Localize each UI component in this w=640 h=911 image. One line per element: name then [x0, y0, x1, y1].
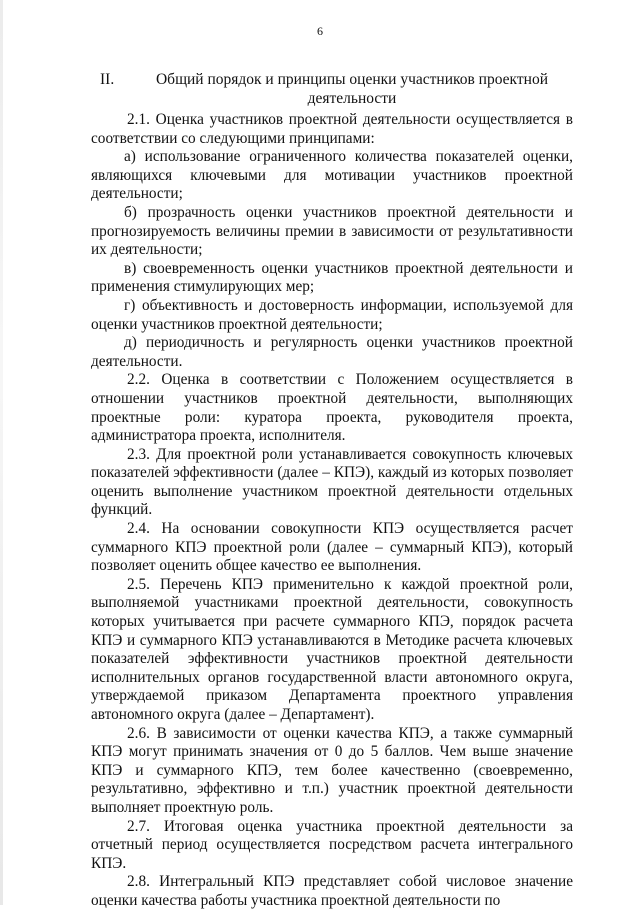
- paragraph-2-5: 2.5. Перечень КПЭ применительно к каждой проектной роли, выполняемой участниками проектной деятельности, совокупность которых учитывается при расчете суммарного КПЭ, порядок расчета КПЭ и суммарного КПЭ устанавливаются в Методике расчета ключевых показателей эффективности участников проектной деятельности исполнительных органов государственной власти автономного округа, утверждаемой приказом Департамента проектного управления автономного округа (далее – Департамент).: [91, 575, 573, 723]
- principle-d: г) объективность и достоверность информации, используемой для оценки участников проектной деятельности;: [91, 296, 573, 333]
- principle-b: б) прозрачность оценки участников проектной деятельности и прогнозируемость величины премии в зависимости от результативности их деятельности;: [91, 203, 573, 259]
- paragraph-2-8: 2.8. Интегральный КПЭ представляет собой числовое значение оценки качества работы участника проектной деятельности по: [91, 873, 573, 909]
- paragraph-2-1: 2.1. Оценка участников проектной деятельности осуществляется в соответствии со следующими принципами:: [91, 111, 573, 147]
- section-heading: [90, 70, 590, 108]
- paragraph-2-3: 2.3. Для проектной роли устанавливается совокупность ключевых показателей эффективности (далее – КПЭ), каждый из которых позволяет оценить выполнение участником проектной деятельности отдельных функций.: [91, 445, 573, 519]
- paragraph-2-6: 2.6. В зависимости от оценки качества КПЭ, а также суммарный КПЭ могут принимать значения от 0 до 5 баллов. Чем выше значение КПЭ и суммарного КПЭ, тем более качественно (своевременно, результативно, эффективно и т.п.) участник проектной деятельности выполняет проектную роль.: [91, 724, 573, 816]
- paragraph-2-7: 2.7. Итоговая оценка участника проектной деятельности за отчетный период осуществляется посредством расчета интегрального КПЭ.: [91, 817, 573, 872]
- document-body: [91, 111, 573, 911]
- paragraph-2-4: 2.4. На основании совокупности КПЭ осуществляется расчет суммарного КПЭ проектной роли (далее – суммарный КПЭ), который позволяет оценить общее качество ее выполнения.: [91, 520, 573, 575]
- page-number: 6: [317, 24, 323, 38]
- scan-edge: [0, 0, 3, 905]
- section-title: Общий порядок и принципы оценки участников проектной деятельности: [155, 71, 548, 107]
- principle-c: в) своевременность оценки участников проектной деятельности и применения стимулирующих мер;: [91, 259, 573, 296]
- principle-e: д) периодичность и регулярность оценки участников проектной деятельности.: [91, 334, 573, 370]
- paragraph-2-2: 2.2. Оценка в соответствии с Положением осуществляется в отношении участников проектной деятельности, выполняющих проектные роли: куратора проекта, руководителя проекта, администратора проекта, исполнителя.: [91, 371, 573, 445]
- principle-a: а) использование ограниченного количества показателей оценки, являющихся ключевыми для мотивации участников проектной деятельности;: [91, 148, 573, 203]
- section-number: II.: [100, 71, 115, 88]
